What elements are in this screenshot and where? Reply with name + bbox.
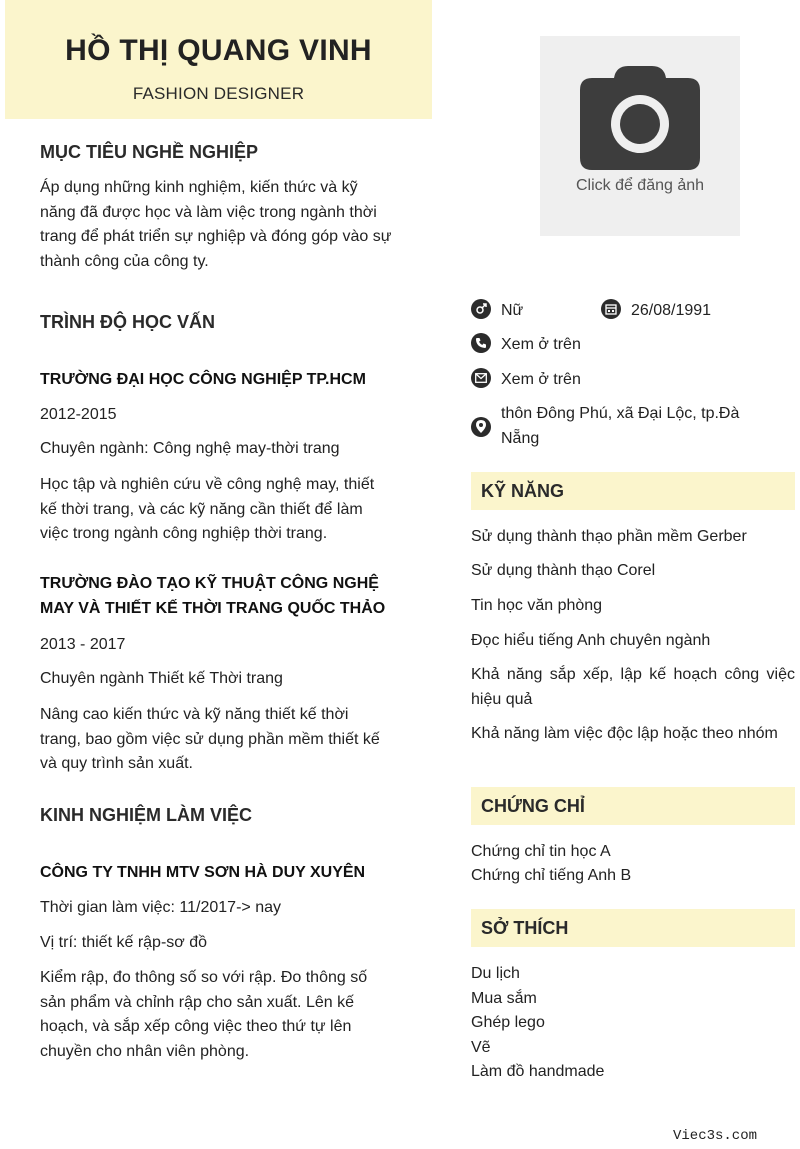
address-row xyxy=(471,402,781,451)
certificate-item: Chứng chỉ tin học A xyxy=(471,843,611,860)
experience-period: Thời gian làm việc: 11/2017-> nay xyxy=(40,899,281,916)
gender-row xyxy=(471,299,523,324)
job-title: FASHION DESIGNER xyxy=(132,84,305,103)
skill-item: Khả năng sắp xếp, lập kế hoạch công việc hiệu quả xyxy=(471,666,795,708)
skills-heading-label: KỸ NĂNG xyxy=(481,481,565,501)
experience-position: Vị trí: thiết kế rập-sơ đồ xyxy=(40,934,207,951)
email-icon xyxy=(471,368,491,388)
skill-item: Tin học văn phòng xyxy=(471,597,603,614)
hobbies-heading-label: SỞ THÍCH xyxy=(481,918,569,938)
location-pin-icon xyxy=(471,417,491,437)
education-school: TRƯỜNG ĐÀO TẠO KỸ THUẬT CÔNG NGHỆ MAY VÀ THIẾT KẾ THỜI TRANG QUỐC THẢO xyxy=(40,575,386,617)
skill-item: Khả năng làm việc độc lập hoặc theo nhóm xyxy=(471,725,778,742)
birthday-value: 26/08/1991 xyxy=(631,302,712,319)
hobby-item: Du lịch xyxy=(471,965,520,982)
hobby-item: Làm đồ handmade xyxy=(471,1063,605,1080)
certificate-item: Chứng chỉ tiếng Anh B xyxy=(471,867,632,884)
skill-item: Đọc hiểu tiếng Anh chuyên ngành xyxy=(471,632,711,649)
header-banner xyxy=(5,0,432,119)
education-period: 2013 - 2017 xyxy=(40,636,126,653)
certificates-heading-label: CHỨNG CHỈ xyxy=(481,796,585,816)
education-major: Chuyên ngành Thiết kế Thời trang xyxy=(40,670,283,687)
experience-description: Kiểm rập, đo thông số so với rập. Đo thông số sản phẩm và chỉnh rập cho sản xuất. Lên kế hoạch, và sắp xếp công việc theo thứ tự lên chuyền cho nhân viên phòng. xyxy=(40,969,368,1060)
watermark: Viec3s.com xyxy=(673,1128,758,1144)
skills-heading xyxy=(471,472,795,510)
hobby-item: Mua sắm xyxy=(471,990,537,1007)
objective-heading: MỤC TIÊU NGHỀ NGHIỆP xyxy=(40,142,259,162)
phone-row xyxy=(471,333,581,358)
camera-icon xyxy=(580,66,700,171)
education-major: Chuyên ngành: Công nghệ may-thời trang xyxy=(40,440,340,457)
email-value: Xem ở trên xyxy=(501,371,581,388)
education-school: TRƯỜNG ĐẠI HỌC CÔNG NGHIỆP TP.HCM xyxy=(40,371,366,388)
education-description: Học tập và nghiên cứu về công nghệ may, thiết kế thời trang, và các kỹ năng cần thiết để làm việc trong ngành công nghiệp thời trang. xyxy=(40,476,375,543)
hobby-item: Ghép lego xyxy=(471,1014,545,1031)
gender-value: Nữ xyxy=(501,302,524,319)
education-heading: TRÌNH ĐỘ HỌC VẤN xyxy=(40,312,215,332)
experience-heading: KINH NGHIỆM LÀM VIỆC xyxy=(40,805,253,825)
phone-value: Xem ở trên xyxy=(501,336,581,353)
experience-company: CÔNG TY TNHH MTV SƠN HÀ DUY XUYÊN xyxy=(40,864,366,881)
photo-upload-button[interactable] xyxy=(540,36,740,236)
birthday-row xyxy=(601,299,711,324)
hobby-item: Vẽ xyxy=(471,1039,491,1056)
photo-caption: Click để đăng ảnh xyxy=(575,177,705,194)
phone-icon xyxy=(471,333,491,353)
address-value: thôn Đông Phú, xã Đại Lộc, tp.Đà Nẵng xyxy=(501,405,740,447)
certificates-heading xyxy=(471,787,795,825)
candidate-name: HỒ THỊ QUANG VINH xyxy=(65,34,372,67)
skill-item: Sử dụng thành thạo phần mềm Gerber xyxy=(471,528,747,545)
hobbies-heading xyxy=(471,909,795,947)
objective-text: Áp dụng những kinh nghiệm, kiến thức và kỹ năng đã được học và làm việc trong ngành thời trang để phát triển sự nghiệp và đóng góp vào sự thành công của công ty. xyxy=(40,179,392,270)
skill-item: Sử dụng thành thạo Corel xyxy=(471,562,656,579)
education-description: Nâng cao kiến thức và kỹ năng thiết kế thời trang, bao gồm việc sử dụng phần mềm thiết kế và quy trình sản xuất. xyxy=(40,706,380,773)
education-period: 2012-2015 xyxy=(40,406,117,423)
calendar-icon xyxy=(601,299,621,319)
email-row xyxy=(471,368,581,393)
gender-icon xyxy=(471,299,491,319)
